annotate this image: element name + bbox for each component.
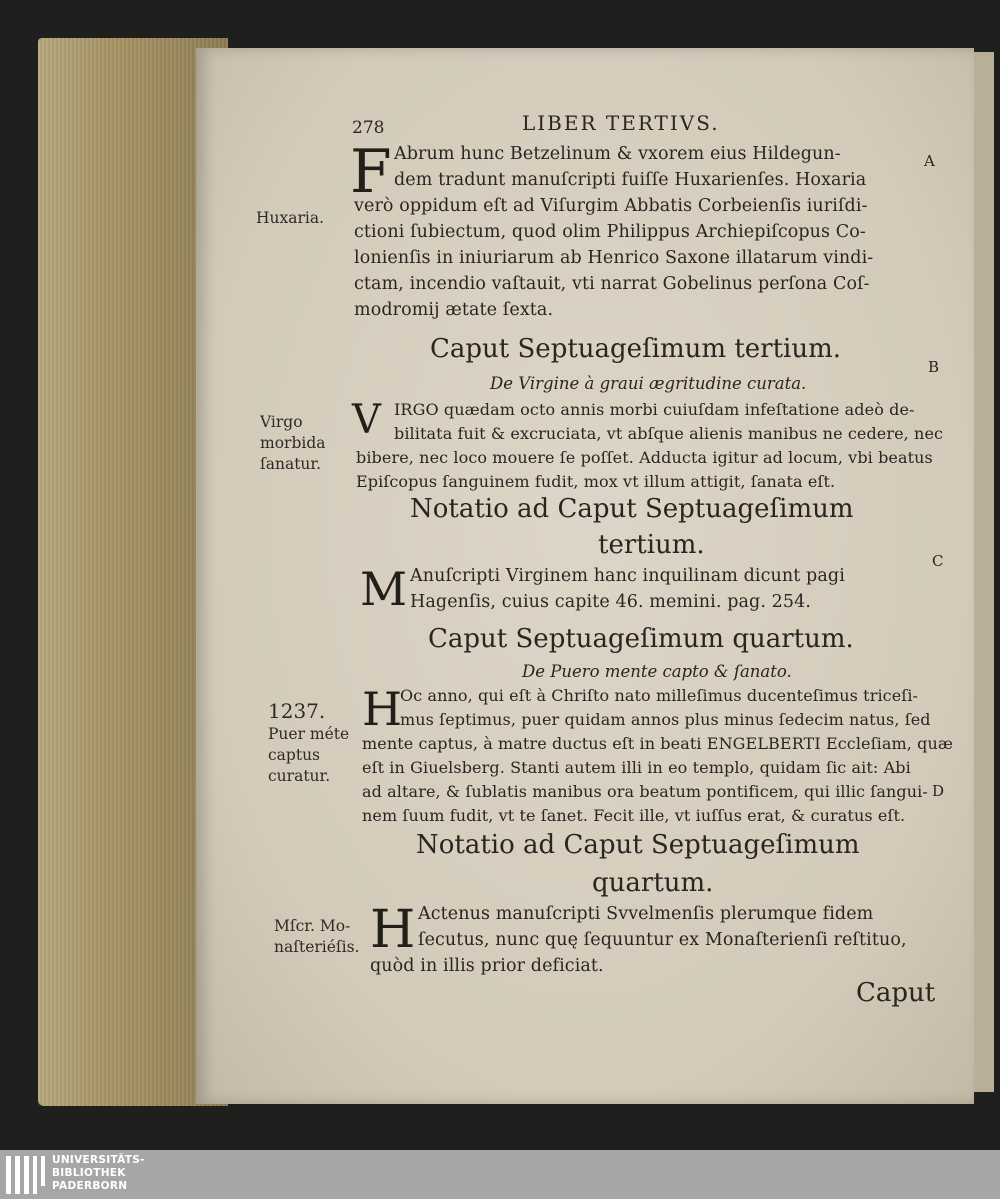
p4-line-6: nem ſuum fudit, vt te ſanet. Fecit ille, vt iuſſus erat, & curatus eſt. — [362, 806, 906, 825]
library-name — [52, 1154, 145, 1193]
section-letter-a: A — [924, 152, 935, 170]
margin-note-puer-2: Puer méte — [268, 725, 350, 743]
p2-line-2: bilitata fuit & excruciata, vt abſque alienis manibus ne cedere, nec — [394, 424, 944, 443]
subhead-de-puero: De Puero mente capto & ſanato. — [522, 662, 792, 681]
p4-line-4: eſt in Giuelsberg. Stanti autem illi in eo templo, quidam ſic ait: Abi — [362, 758, 911, 777]
p5-line-3: quòd in illis prior deficiat. — [370, 956, 604, 976]
dropcap-f: F — [350, 137, 392, 207]
margin-note-mscr-2: naſteriéſis. — [274, 938, 360, 956]
heading-notatio-74-line1: Notatio ad Caput Septuageſimum — [416, 830, 860, 860]
library-name-line-3: PADERBORN — [52, 1180, 128, 1192]
dropcap-h-1: H — [362, 682, 403, 736]
section-letter-b: B — [928, 358, 940, 376]
running-title: LIBER TERTIVS. — [522, 111, 720, 135]
p3-line-1: Anuſcripti Virginem hanc inquilinam dicunt pagi — [410, 566, 845, 586]
heading-caput-74: Caput Septuageſimum quartum. — [428, 624, 854, 654]
margin-note-mscr-1: Mſcr. Mo- — [274, 917, 351, 935]
p3-line-2: Hagenſis, cuius capite 46. memini. pag. 254. — [410, 592, 812, 612]
p2-line-4: Epiſcopus ſanguinem fudit, mox vt illum attigit, ſanata eſt. — [356, 472, 836, 491]
p4-line-3: mente captus, à matre ductus eſt in beati ENGELBERTI Eccleſiam, quæ — [362, 734, 954, 753]
heading-notatio-73-line2: tertium. — [598, 530, 705, 560]
p2-line-1: IRGO quædam octo annis morbi cuiuſdam infeſtatione adeò de- — [394, 400, 915, 419]
heading-caput-73: Caput Septuageſimum tertium. — [430, 334, 842, 364]
margin-note-puer-year: 1237. — [268, 699, 326, 723]
margin-note-puer-4: curatur. — [268, 767, 331, 785]
dropcap-h-2: H — [370, 900, 416, 960]
catchword: Caput — [856, 978, 936, 1008]
p5-line-1: Actenus manuſcripti Svvelmenſis plerumque fidem — [418, 904, 874, 924]
margin-note-virgo-3: ſanatur. — [260, 455, 322, 473]
margin-note-huxaria: Huxaria. — [256, 209, 325, 227]
p4-line-2: mus ſeptimus, puer quidam annos plus minus ſedecim natus, ſed — [400, 710, 931, 729]
library-footer-bar — [0, 1150, 1000, 1199]
heading-notatio-74-line2: quartum. — [592, 868, 714, 898]
heading-notatio-73-line1: Notatio ad Caput Septuageſimum — [410, 494, 854, 524]
p1-line-2: dem tradunt manuſcripti fuiſſe Huxarienſes. Hoxaria — [394, 170, 867, 190]
p1-line-4: ctioni ſubiectum, quod olim Philippus Archiepiſcopus Co- — [354, 222, 866, 242]
margin-note-virgo-1: Virgo — [260, 413, 303, 431]
library-name-line-1: UNIVERSITÄTS- — [52, 1154, 145, 1166]
library-logo-icon — [6, 1156, 46, 1194]
p1-line-5: lonienſis in iniuriarum ab Henrico Saxone illatarum vindi- — [354, 248, 874, 268]
book-page — [196, 48, 974, 1104]
p1-line-1: Abrum hunc Betzelinum & vxorem eius Hildegun- — [394, 144, 841, 164]
p1-line-6: ctam, incendio vaſtauit, vti narrat Gobelinus perſona Coſ- — [354, 274, 870, 294]
p4-line-1: Oc anno, qui eſt à Chriſto nato milleſimus ducenteſimus triceſi- — [400, 686, 919, 705]
margin-note-puer-3: captus — [268, 746, 321, 764]
p5-line-2: ſecutus, nunc quę ſequuntur ex Monaſterienſi reſtituo, — [418, 930, 907, 950]
section-letter-d: D — [932, 782, 945, 800]
p1-line-3: verò oppidum eſt ad Viſurgim Abbatis Corbeienſis iuriſdi- — [354, 196, 868, 216]
dropcap-v: V — [352, 397, 381, 443]
subhead-de-virgine: De Virgine à graui ægritudine curata. — [490, 374, 807, 393]
p1-line-7: modromij ætate ſexta. — [354, 300, 554, 320]
p2-line-3: bibere, nec loco mouere ſe poſſet. Adducta igitur ad locum, vbi beatus — [356, 448, 933, 467]
margin-note-virgo-2: morbida — [260, 434, 326, 452]
margin-note-virgo — [260, 412, 325, 475]
margin-note-puer — [268, 698, 349, 787]
p4-line-5: ad altare, & ſublatis manibus ora beatum pontificem, qui illic ſangui- — [362, 782, 928, 801]
dropcap-m: M — [360, 562, 408, 616]
margin-note-mscr — [274, 916, 359, 958]
library-name-line-2: BIBLIOTHEK — [52, 1167, 126, 1179]
page-number: 278 — [352, 118, 385, 138]
section-letter-c: C — [932, 552, 944, 570]
page-right-edge — [974, 52, 994, 1092]
